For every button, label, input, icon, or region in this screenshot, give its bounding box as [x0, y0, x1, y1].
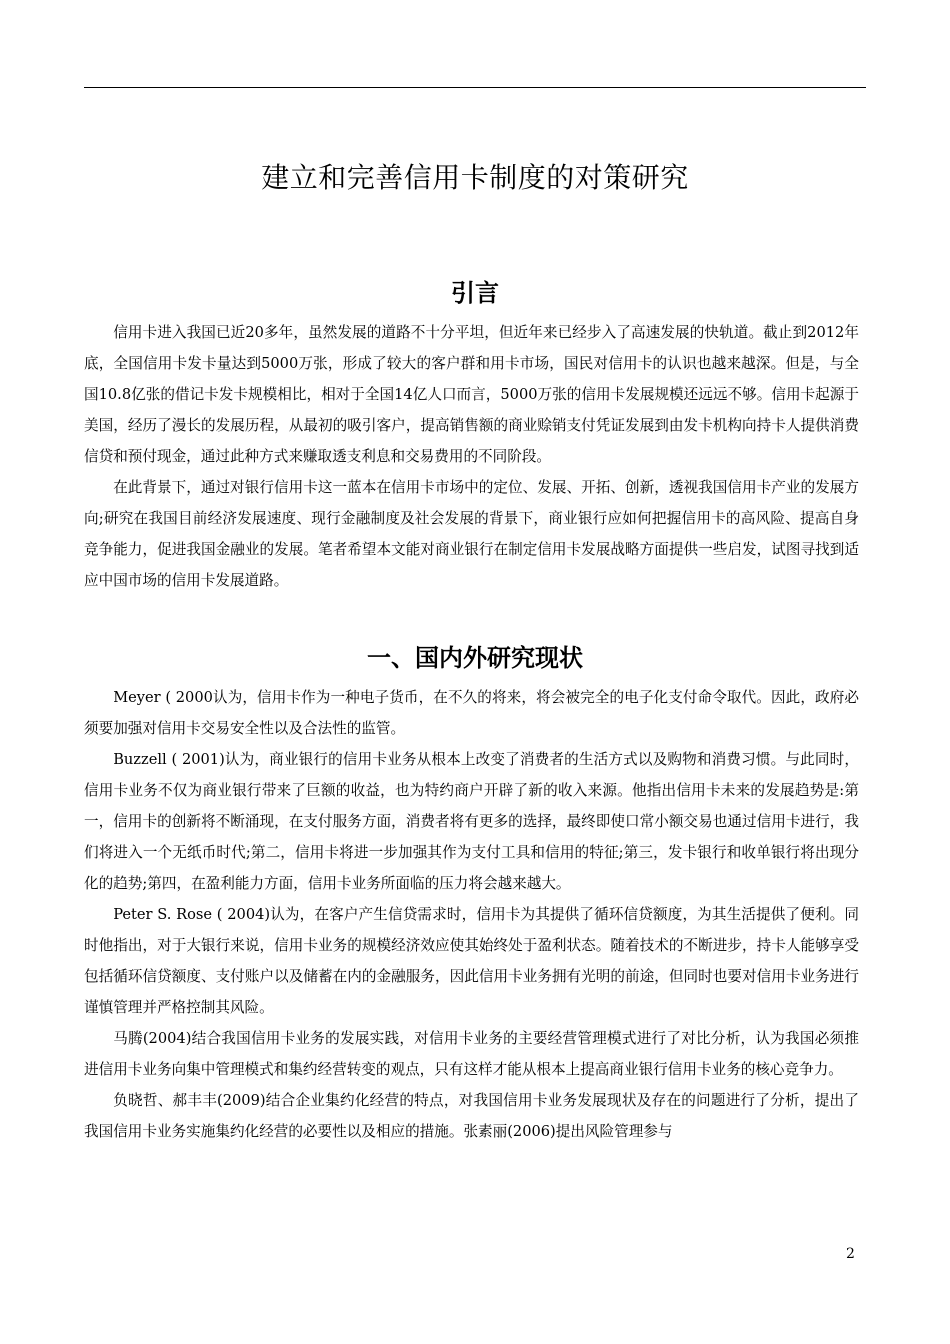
document-title: 建立和完善信用卡制度的对策研究 — [261, 161, 689, 194]
section1-paragraph: Peter S. Rose ( 2004)认为，在客户产生信贷需求时，信用卡为其提供了循环信贷额度，为其生活提供了便利。同时他指出，对于大银行来说，信用卡业务的规模经济效应使其始终处于盈利状态。随着技术的不断进步，持卡人能够享受包括循环信贷额度、支付账户以及储蓄在内的金融服务，因此信用卡业务拥有光明的前途，但同时也要对信用卡业务进行谨慎管理并严格控制其风险。 — [84, 906, 859, 1016]
introduction-paragraph: 信用卡进入我国已近20多年，虽然发展的道路不十分平坦，但近年来已经步入了高速发展的快轨道。截止到2012年底，全国信用卡发卡量达到5000万张，形成了较大的客户群和用卡市场，国民对信用卡的认识也越来越深。但是，与全国10.8亿张的借记卡发卡规模相比，相对于全国14亿人口而言，5000万张的信用卡发展规模还远远不够。信用卡起源于美国，经历了漫长的发展历程，从最初的吸引客户，提高销售额的商业赊销支付凭证发展到由发卡机构向持卡人提供消费信贷和预付现金，通过此种方式来赚取透支利息和交易费用的不同阶段。 — [84, 324, 859, 465]
introduction-paragraph: 在此背景下，通过对银行信用卡这一蓝本在信用卡市场中的定位、发展、开拓、创新，透视我国信用卡产业的发展方向;研究在我国目前经济发展速度、现行金融制度及社会发展的背景下，商业银行应如何把握信用卡的高风险、提高自身竞争能力，促进我国金融业的发展。笔者希望本文能对商业银行在制定信用卡发展战略方面提供一些启发，试图寻找到适应中国市场的信用卡发展道路。 — [84, 479, 859, 589]
section1-heading: 一、国内外研究现状 — [367, 644, 583, 672]
introduction-body — [84, 317, 859, 596]
section1-body — [84, 682, 859, 1147]
section1-paragraph: 负晓哲、郝丰丰(2009)结合企业集约化经营的特点，对我国信用卡业务发展现状及存在的问题进行了分析，提出了我国信用卡业务实施集约化经营的必要性以及相应的措施。张素丽(2006)提出风险管理参与 — [84, 1092, 859, 1140]
section1-paragraph: 马腾(2004)结合我国信用卡业务的发展实践，对信用卡业务的主要经营管理模式进行了对比分析，认为我国必须推进信用卡业务向集中管理模式和集约经营转变的观点，只有这样才能从根本上提高商业银行信用卡业务的核心竞争力。 — [84, 1030, 859, 1078]
section1-paragraph: Buzzell ( 2001)认为，商业银行的信用卡业务从根本上改变了消费者的生活方式以及购物和消费习惯。与此同时，信用卡业务不仅为商业银行带来了巨额的收益，也为特约商户开辟了新的收入来源。他指出信用卡未来的发展趋势是:第一，信用卡的创新将不断涌现，在支付服务方面，消费者将有更多的选择，最终即使口常小额交易也通过信用卡进行，我们将进入一个无纸币时代;第二，信用卡将进一步加强其作为支付工具和信用的特征;第三，发卡银行和收单银行将出现分化的趋势;第四，在盈利能力方面，信用卡业务所面临的压力将会越来越大。 — [84, 751, 860, 892]
introduction-heading: 引言 — [451, 279, 499, 307]
page-number: 2 — [846, 1246, 855, 1262]
section1-paragraph: Meyer ( 2000认为，信用卡作为一种电子货币，在不久的将来，将会被完全的电子化支付命令取代。因此，政府必须要加强对信用卡交易安全性以及合法性的监管。 — [84, 689, 859, 737]
header-rule — [84, 87, 866, 88]
